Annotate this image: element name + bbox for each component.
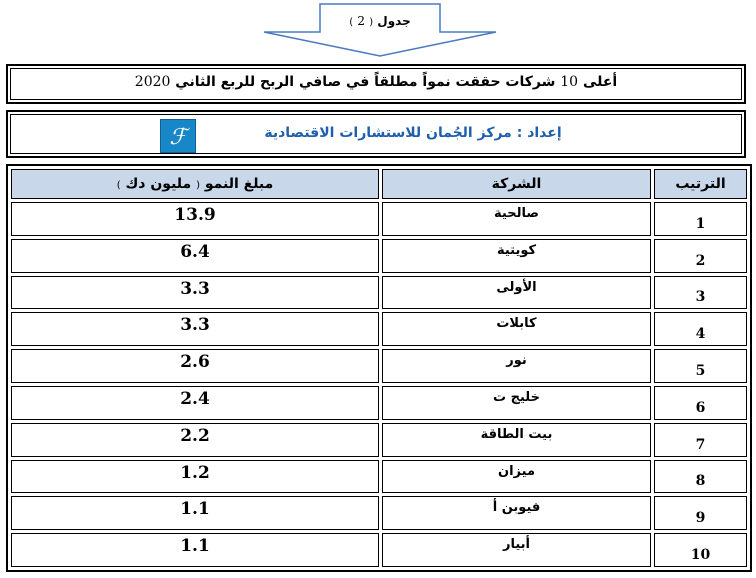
column-header-rank: الترتيب [654,169,747,199]
cell-amount: 3.3 [11,276,379,310]
logo-glyph [164,123,192,149]
table-row [11,276,747,310]
cell-amount: 3.3 [11,312,379,346]
cell-amount: 2.6 [11,349,379,383]
title-box [6,64,746,104]
cell-rank: 7 [654,423,747,457]
cell-amount: 1.1 [11,496,379,530]
title-before-number: أعلى [582,74,618,90]
table-row [11,202,747,236]
column-header-company: الشركة [382,169,651,199]
cell-company: بيت الطاقة [382,423,651,457]
cell-rank: 3 [654,276,747,310]
amount-header-label: مبلغ النمو [204,176,274,192]
table-row [11,239,747,273]
page-title [8,74,744,90]
cell-company: خليج ت [382,386,651,420]
cell-amount: 1.1 [11,533,379,567]
amount-header-open: ( [196,180,200,191]
credit-box [6,110,746,158]
table-row [11,460,747,494]
table-label [330,14,430,28]
cell-amount: 2.4 [11,386,379,420]
cell-company: ميزان [382,460,651,494]
amount-header-close: ) [116,180,121,191]
cell-amount: 6.4 [11,239,379,273]
credit-text [248,125,578,141]
table-row [11,423,747,457]
table-label-open: ( [369,17,374,28]
column-header-amount [11,169,379,199]
table-row [11,386,747,420]
table-header-row [11,169,747,199]
table-row [11,349,747,383]
cell-company: كويتية [382,239,651,273]
table-label-close: ) [349,17,354,28]
table-label-word: جدول [377,14,411,28]
title-after-number: شركات حققت نمواً مطلقاً في صافي الربح للربع الثاني [175,74,556,90]
cell-company: صالحية [382,202,651,236]
cell-rank: 10 [654,533,747,567]
table-row [11,533,747,567]
cell-rank: 5 [654,349,747,383]
cell-rank: 1 [654,202,747,236]
title-number: 10 [560,74,579,90]
cell-amount: 13.9 [11,202,379,236]
aljuman-logo-icon [160,119,196,153]
cell-amount: 1.2 [11,460,379,494]
table-row [11,496,747,530]
table-label-number: 2 [357,14,365,28]
cell-rank: 6 [654,386,747,420]
credit-label: إعداد : [516,125,562,141]
cell-company: فيوبن أ [382,496,651,530]
title-year: 2020 [134,74,171,90]
cell-company: أبيار [382,533,651,567]
cell-rank: 2 [654,239,747,273]
ranking-table [6,164,752,572]
cell-company: كابلات [382,312,651,346]
cell-amount: 2.2 [11,423,379,457]
amount-header-unit: مليون دك [125,176,192,192]
cell-rank: 4 [654,312,747,346]
cell-rank: 8 [654,460,747,494]
credit-source: مركز الجُمان للاستشارات الاقتصادية [264,125,512,141]
table-row [11,312,747,346]
cell-company: نور [382,349,651,383]
cell-rank: 9 [654,496,747,530]
down-arrow-banner [260,2,500,58]
cell-company: الأولى [382,276,651,310]
svg-text:ℱ: ℱ [169,125,187,149]
